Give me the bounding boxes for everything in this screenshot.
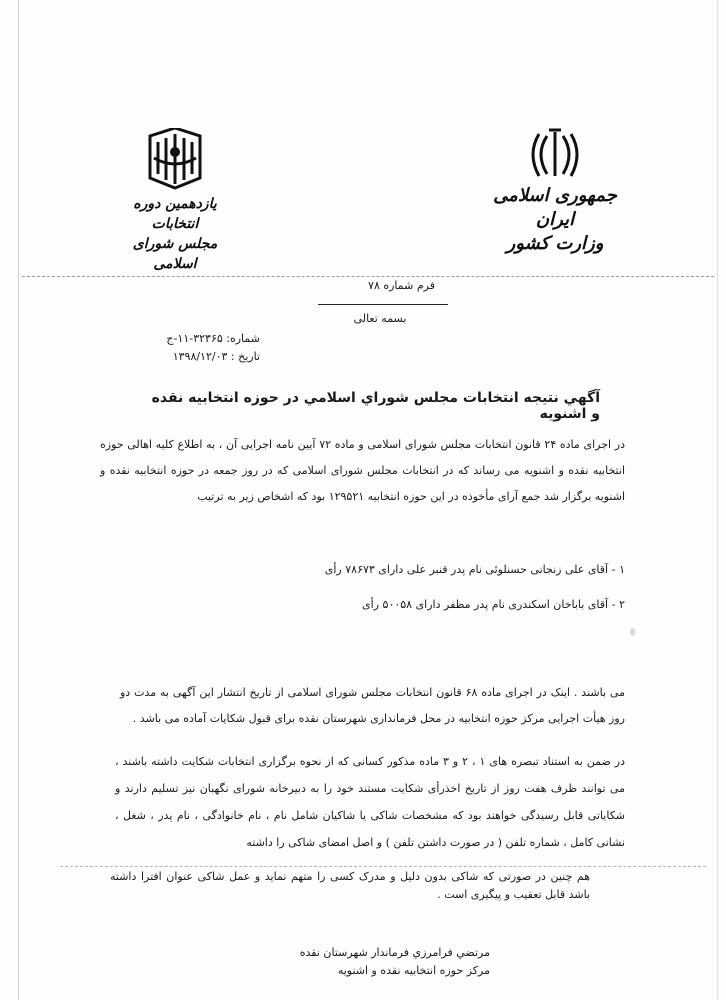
paragraph-intro: در اجرای ماده ۲۴ قانون انتخابات مجلس شورای اسلامی و ماده ۷۲ آیین نامه اجرایی آن ، به اطلاع کلیه اهالی حوزه انتخابیه نقده و اشنویه می رساند که در انتخابات مجلس شورای اسلامی که در روز جمعه در حوزه انتخابیه نقده و اشنویه برگزار شد جمع آرای مأخوذه در این حوزه انتخابیه ۱۲۹۵۲۱ بود که اشخاص زیر به ترتیب — [100, 438, 625, 503]
elections-logo — [120, 128, 230, 274]
scan-speck — [630, 628, 635, 636]
candidate-item: ۲ - آقای باباخان اسکندری نام پدر مظفر دارای ۵۰۰۵۸ رأی — [362, 598, 625, 611]
form-number-rule — [318, 304, 448, 305]
reference-number: شماره: ۳۲۳۶۵-۱۱-ج — [166, 332, 260, 345]
paragraph-complaint-conditions: در ضمن به استناد تبصره های ۱ ، ۲ و ۳ ماده مذکور کسانی که از نحوه برگزاری انتخابات شکایت داشته باشند ، می توانند ظرف هفت روز از تاریخ اخذرأی شکایت مستند خود را به دبیرخانه شورای نگهبان نیز تسلیم دارند و شکایاتی قابل رسیدگی خواهند بود که مشخصات شاکی یا شاکیان شامل نام ، نام خانوادگی ، نام پدر ، شغل ، نشانی کامل ، شماره تلفن ( در صورت داشتن تلفن ) و اصل امضای شاکی را داشته — [115, 755, 626, 849]
paragraph-complaints-period: می باشند . اینک در اجرای ماده ۶۸ قانون انتخابات مجلس شورای اسلامی از تاریخ انتشار این آگهی به مدت دو روز هیأت اجرایی مرکز حوزه انتخابیه در محل فرمانداری شهرستان نقده برای قبول شکایات آماده می باشد . — [120, 686, 625, 725]
notice-title: آگهي نتيجه انتخابات مجلس شوراي اسلامي در حوزه انتخابيه نقده و اشنويه — [151, 390, 600, 422]
ministry-logo — [490, 128, 620, 256]
national-emblem-icon — [525, 128, 585, 180]
ministry-logo-line2: وزارت کشور — [506, 233, 604, 254]
paragraph-false-accusation: هم چنین در صورتی که شاکی بدون دلیل و مدرک کسی را متهم نماید و عمل شاکی عنوان افترا داشته باشد قابل تعقیب و پیگیری است . — [110, 870, 590, 901]
header-divider — [22, 276, 714, 277]
scan-edge-left — [18, 0, 19, 1000]
reference-date: تاریخ : ۱۳۹۸/۱۲/۰۳ — [172, 350, 260, 363]
form-number: فرم شماره ۷۸ — [368, 279, 435, 292]
basmala: بسمه تعالی — [353, 312, 407, 325]
signature-office: مركز حوزه انتخابيه نقده و اشنويه — [337, 964, 490, 977]
fold-line — [60, 866, 706, 867]
elections-logo-line1: یازدهمین دوره انتخابات — [133, 196, 217, 232]
elections-logo-line2: مجلس شورای اسلامی — [132, 236, 218, 272]
ministry-logo-line1: جمهوری اسلامی ایران — [493, 185, 617, 230]
scan-edge-right — [717, 0, 718, 1000]
signature-name: مرتضي فرامرزي فرماندار شهرستان نقده — [299, 946, 490, 959]
candidate-item: ۱ - آقای علی زنجانی حسنلوئی نام پدر قنبر علی دارای ۷۸۶۷۳ رأی — [324, 563, 625, 576]
ballot-box-emblem-icon — [140, 128, 210, 190]
